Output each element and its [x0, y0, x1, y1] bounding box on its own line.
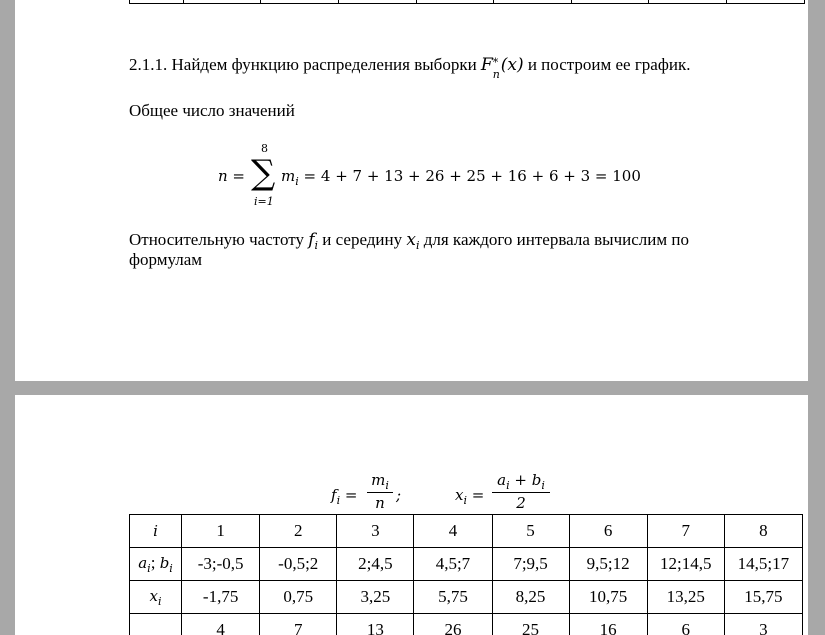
cell: -1,75 [182, 581, 260, 614]
table-header-row [130, 515, 803, 548]
row-label-m [130, 614, 182, 635]
header-cell: 1 [182, 515, 260, 548]
total-count-label: Общее число значений [129, 101, 295, 121]
document-page-1: 2.1.1. Найдем функцию распределения выборки F * n (x) и построим ее график. Общее число значений n = 8 ∑ i=1 $m_i = 4 + 7 + 13 + 26 + 25 + 16 + 6 + 3 = 100$ Относительную частоту $f_i$ и середину $x_i$ для каждого интервала вычислим по формулам [15, 0, 808, 381]
cell [572, 0, 649, 4]
cell: 2;4,5 [337, 548, 414, 581]
cell: 12;14,5 [647, 548, 724, 581]
header-cell: 3 [337, 515, 414, 548]
interval-table [129, 514, 803, 635]
document-page-2: $f_i$ = $m_i$ n ; $x_i$ = $a_i + b_i$ 2 i 1 2 3 4 5 6 7 8 $a_i$; $b_i$ -3;-0,5 -0,5;2 2;4,5 4,5;7 7;9,5 9,5;12 12;14,5 14,5;17 $x_i$ -1,75 0,75 3,25 5,75 8,25 10,75 13,25 15,75 4 7 13 26 25 16 6 3 [15, 395, 808, 635]
header-cell: 8 [724, 515, 802, 548]
cell: 7;9,5 [492, 548, 569, 581]
cell: 13,25 [647, 581, 724, 614]
header-cell: 4 [414, 515, 492, 548]
header-cell: 7 [647, 515, 724, 548]
table-row [130, 0, 805, 4]
cell [494, 0, 572, 4]
table-row [130, 581, 803, 614]
cell: 8,25 [492, 581, 569, 614]
cell: 0,75 [260, 581, 337, 614]
cell: 3 [724, 614, 802, 635]
cell [339, 0, 417, 4]
table-row [130, 614, 803, 635]
cell: 25 [492, 614, 569, 635]
cell: 3,25 [337, 581, 414, 614]
header-cell: 6 [569, 515, 647, 548]
cell [727, 0, 805, 4]
cell: 9,5;12 [569, 548, 647, 581]
cell: 7 [260, 614, 337, 635]
header-label-i: i [130, 515, 182, 548]
cell [261, 0, 339, 4]
header-cell: 5 [492, 515, 569, 548]
cell [184, 0, 261, 4]
section-heading: 2.1.1. Найдем функцию распределения выборки F * n (x) и построим ее график. [129, 55, 690, 75]
row-label-ab: $a_i$; $b_i$ [130, 548, 182, 581]
cell: 26 [414, 614, 492, 635]
cell: 16 [569, 614, 647, 635]
cell [417, 0, 494, 4]
cell: 10,75 [569, 581, 647, 614]
cell: 4,5;7 [414, 548, 492, 581]
cell: 4 [182, 614, 260, 635]
row-label-m [130, 0, 184, 4]
cell: -0,5;2 [260, 548, 337, 581]
cell: -3;-0,5 [182, 548, 260, 581]
cell: 6 [647, 614, 724, 635]
cell: 13 [337, 614, 414, 635]
paragraph-line-2: формулам [129, 250, 202, 270]
cell: 5,75 [414, 581, 492, 614]
paragraph-line-1: Относительную частоту $f_i$ и середину $x_i$ для каждого интервала вычислим по [129, 230, 689, 252]
header-cell: 2 [260, 515, 337, 548]
frequency-table-fragment [129, 0, 805, 4]
cell: 14,5;17 [724, 548, 802, 581]
cell: 15,75 [724, 581, 802, 614]
table-row [130, 548, 803, 581]
cell [649, 0, 727, 4]
row-label-x: $x_i$ [130, 581, 182, 614]
